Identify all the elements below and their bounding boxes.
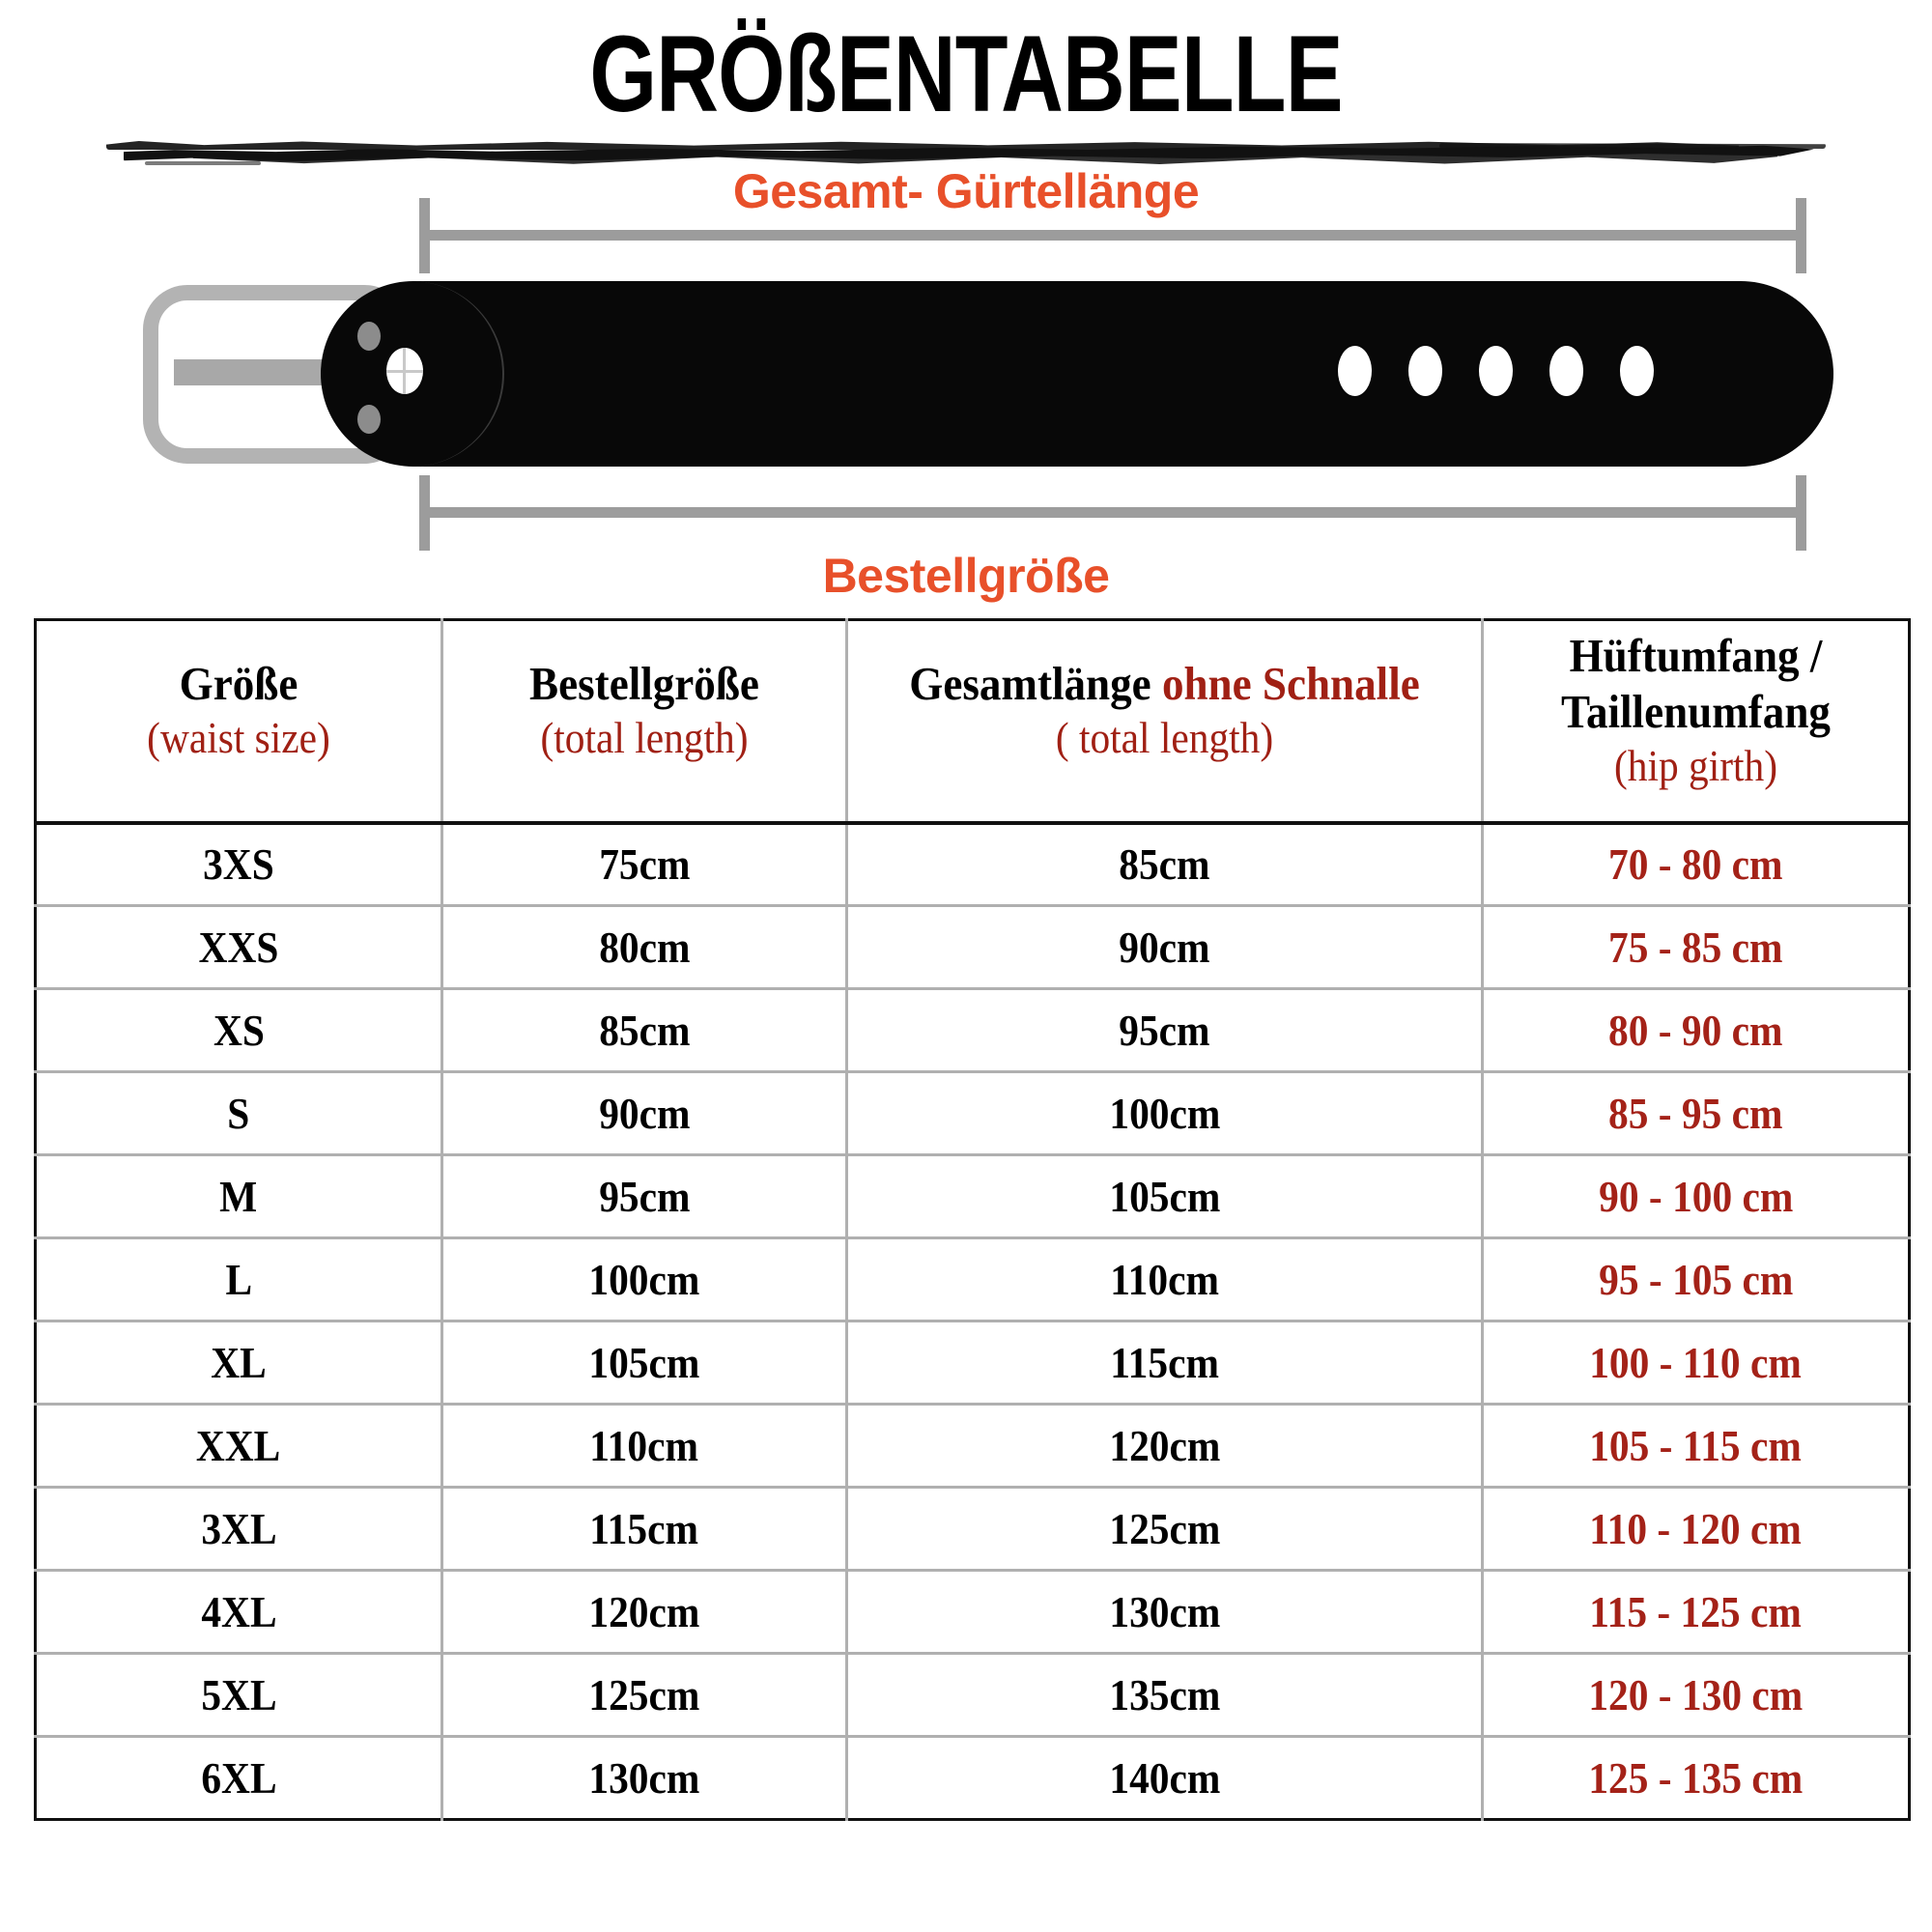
table-row [36, 1405, 1910, 1488]
cell-total-length [847, 1654, 1483, 1737]
table-row [36, 989, 1910, 1072]
cell-hip-girth-text: 80 - 90 cm [1608, 1005, 1783, 1055]
cell-total-length [847, 1571, 1483, 1654]
table-row [36, 1321, 1910, 1405]
cell-order-size [442, 1405, 847, 1488]
order-size-label: Bestellgröße [822, 549, 1110, 603]
cell-size [36, 1238, 442, 1321]
cell-size-text: XXS [198, 922, 279, 972]
total-length-dimension-line [419, 230, 1806, 241]
cell-size [36, 1155, 442, 1238]
cell-order-size-text: 80cm [598, 922, 691, 972]
cell-size [36, 1571, 442, 1654]
cell-total-length [847, 1238, 1483, 1321]
cell-size-text: 3XL [200, 1503, 277, 1553]
cell-total-length-text: 85cm [1119, 838, 1210, 889]
cell-order-size-text: 115cm [589, 1503, 699, 1553]
column-header-size-sub: (waist size) [147, 714, 330, 763]
table-header [36, 620, 1910, 823]
cell-order-size-text: 125cm [588, 1669, 700, 1719]
belt-strap-graphic [321, 281, 1833, 467]
column-header-total-length-red: ohne Schnalle [1161, 657, 1420, 711]
cell-total-length [847, 1072, 1483, 1155]
cell-hip-girth-text: 100 - 110 cm [1589, 1337, 1803, 1387]
table-row [36, 1737, 1910, 1820]
cell-size [36, 1321, 442, 1405]
cell-hip-girth [1483, 1238, 1910, 1321]
total-length-dimension-cap-left [419, 198, 430, 273]
cell-size-text: 6XL [200, 1752, 277, 1803]
column-header-order-size-sub: (total length) [540, 714, 749, 763]
table-row [36, 906, 1910, 989]
cell-order-size-text: 75cm [598, 838, 691, 889]
cell-total-length-text: 110cm [1110, 1254, 1219, 1304]
cell-hip-girth-text: 75 - 85 cm [1608, 922, 1783, 972]
table-row [36, 1155, 1910, 1238]
column-header-total-length-main [873, 656, 1456, 712]
belt-prong-eyelet-icon [386, 348, 423, 394]
cell-hip-girth [1483, 823, 1910, 906]
cell-order-size [442, 989, 847, 1072]
total-belt-length-label: Gesamt- Gürtellänge [732, 164, 1200, 218]
cell-order-size [442, 1737, 847, 1820]
belt-rivet-icon [357, 405, 381, 434]
brush-stroke [193, 154, 1777, 164]
cell-order-size [442, 1571, 847, 1654]
cell-size-text: M [219, 1171, 258, 1221]
column-header-hip-girth-sub: (hip girth) [1613, 742, 1778, 791]
cell-size [36, 1488, 442, 1571]
cell-size-text: XXL [196, 1420, 281, 1470]
cell-hip-girth [1483, 989, 1910, 1072]
cell-hip-girth [1483, 1571, 1910, 1654]
brush-underline-decoration [106, 135, 1826, 168]
cell-hip-girth [1483, 1072, 1910, 1155]
order-size-dimension-cap-right [1796, 475, 1806, 551]
page-title: GRÖßENTABELLE [589, 14, 1343, 134]
cell-order-size [442, 1321, 847, 1405]
column-header-total-length-sub: ( total length) [1055, 714, 1274, 763]
cell-total-length [847, 823, 1483, 906]
belt-hole-icon [1338, 346, 1372, 396]
belt-hole-icon [1620, 346, 1654, 396]
cell-size-text: S [227, 1088, 250, 1138]
cell-total-length-text: 115cm [1110, 1337, 1219, 1387]
cell-hip-girth-text: 90 - 100 cm [1598, 1171, 1794, 1221]
cell-hip-girth-text: 105 - 115 cm [1589, 1420, 1803, 1470]
cell-hip-girth [1483, 1737, 1910, 1820]
cell-size [36, 989, 442, 1072]
cell-order-size-text: 100cm [588, 1254, 700, 1304]
cell-order-size [442, 1155, 847, 1238]
column-header-size [36, 620, 442, 823]
belt-rivet-icon [357, 322, 381, 351]
cell-total-length-text: 125cm [1109, 1503, 1220, 1553]
cell-hip-girth-text: 120 - 130 cm [1588, 1669, 1804, 1719]
cell-hip-girth-text: 125 - 135 cm [1588, 1752, 1804, 1803]
cell-total-length [847, 989, 1483, 1072]
total-length-dimension-cap-right [1796, 198, 1806, 273]
cell-size [36, 1405, 442, 1488]
cell-total-length [847, 1488, 1483, 1571]
cell-hip-girth [1483, 1155, 1910, 1238]
cell-total-length [847, 1155, 1483, 1238]
cell-order-size [442, 906, 847, 989]
belt-hole-icon [1479, 346, 1513, 396]
cell-total-length [847, 906, 1483, 989]
table-row [36, 1571, 1910, 1654]
table-row [36, 823, 1910, 906]
cell-size-text: 3XS [203, 838, 274, 889]
cell-size-text: XL [211, 1337, 267, 1387]
belt-hole-icon [1408, 346, 1442, 396]
column-header-hip-girth [1483, 620, 1910, 823]
cell-size [36, 1654, 442, 1737]
cell-size [36, 823, 442, 906]
cell-order-size-text: 90cm [598, 1088, 691, 1138]
cell-order-size-text: 95cm [598, 1171, 691, 1221]
cell-order-size-text: 130cm [588, 1752, 700, 1803]
table-header-row [36, 620, 1910, 823]
column-header-total-length-black: Gesamtlänge [909, 657, 1151, 711]
cell-hip-girth-text: 115 - 125 cm [1589, 1586, 1803, 1636]
column-header-size-main: Größe [179, 657, 298, 711]
cell-total-length-text: 105cm [1109, 1171, 1220, 1221]
order-size-dimension-line [419, 507, 1806, 518]
cell-hip-girth-text: 110 - 120 cm [1589, 1503, 1803, 1553]
table-row [36, 1488, 1910, 1571]
cell-total-length-text: 130cm [1109, 1586, 1220, 1636]
column-header-order-size [442, 620, 847, 823]
cell-total-length [847, 1321, 1483, 1405]
belt-hole-icon [1549, 346, 1583, 396]
cell-hip-girth [1483, 1488, 1910, 1571]
table-body [36, 823, 1910, 1820]
table-row [36, 1654, 1910, 1737]
cell-order-size-text: 120cm [588, 1586, 700, 1636]
cell-total-length-text: 95cm [1119, 1005, 1210, 1055]
cell-total-length-text: 120cm [1109, 1420, 1220, 1470]
cell-total-length [847, 1405, 1483, 1488]
column-header-hip-girth-line2: Taillenumfang [1561, 685, 1831, 739]
belt-diagram [0, 164, 1932, 613]
column-header-hip-girth-line1: Hüftumfang / [1569, 629, 1823, 683]
cell-hip-girth-text: 95 - 105 cm [1598, 1254, 1794, 1304]
title-block [0, 0, 1932, 179]
cell-order-size [442, 1488, 847, 1571]
cell-total-length-text: 100cm [1109, 1088, 1220, 1138]
cell-hip-girth-text: 70 - 80 cm [1608, 838, 1783, 889]
cell-hip-girth [1483, 1321, 1910, 1405]
cell-order-size-text: 105cm [588, 1337, 700, 1387]
cell-total-length [847, 1737, 1483, 1820]
cell-hip-girth-text: 85 - 95 cm [1608, 1088, 1783, 1138]
table-row [36, 1072, 1910, 1155]
cell-order-size [442, 1238, 847, 1321]
cell-size-text: L [225, 1254, 252, 1304]
cell-size-text: 5XL [200, 1669, 277, 1719]
cell-order-size-text: 110cm [589, 1420, 699, 1470]
column-header-total-length [847, 620, 1483, 823]
cell-order-size [442, 823, 847, 906]
cell-size-text: 4XL [200, 1586, 277, 1636]
cell-total-length-text: 140cm [1109, 1752, 1220, 1803]
order-size-dimension-cap-left [419, 475, 430, 551]
size-chart-table [34, 618, 1911, 1821]
cell-size [36, 1072, 442, 1155]
cell-total-length-text: 135cm [1109, 1669, 1220, 1719]
cell-order-size-text: 85cm [598, 1005, 691, 1055]
cell-hip-girth [1483, 1405, 1910, 1488]
cell-size [36, 1737, 442, 1820]
cell-size [36, 906, 442, 989]
cell-order-size [442, 1654, 847, 1737]
cell-total-length-text: 90cm [1119, 922, 1210, 972]
cell-order-size [442, 1072, 847, 1155]
column-header-order-size-main: Bestellgröße [529, 657, 759, 711]
cell-hip-girth [1483, 1654, 1910, 1737]
cell-size-text: XS [213, 1005, 265, 1055]
table-row [36, 1238, 1910, 1321]
cell-hip-girth [1483, 906, 1910, 989]
